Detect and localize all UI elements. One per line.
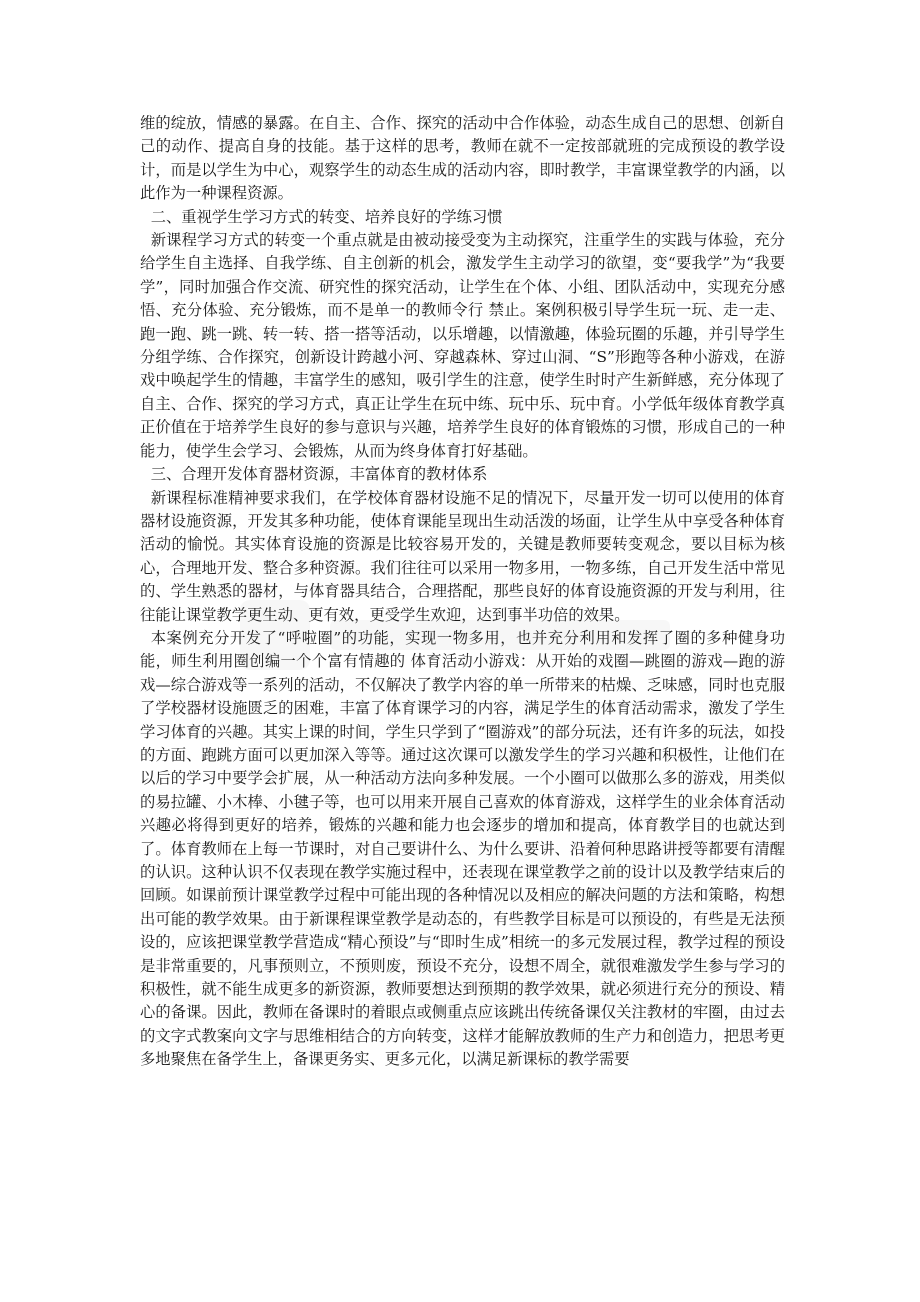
paragraph-equipment-resources: 新课程标准精神要求我们，在学校体育器材设施不足的情况下，尽量开发一切可以使用的体育器材设施资源，开发其多种功能，使体育课能呈现出生动活泼的场面，让学生从中享受各种体育活动的愉悦。其实体育设施的资源是比较容易开发的，关键是教师要转变观念，要以目标为核心，合理地开发、整合多种资源。我们往往可以采用一物多用，一物多练，自己开发生活中常见的、学生熟悉的器材，与体育器具结合，合理搭配，那些良好的体育设施资源的开发与利用，往往能让课堂教学更生动、更有效，更受学生欢迎，达到事半功倍的效果。 bbox=[140, 488, 785, 624]
section-heading-2: 二、重视学生学习方式的转变、培养良好的学练习惯 bbox=[150, 207, 503, 226]
paragraph-learning-methods: 新课程学习方式的转变一个重点就是由被动接受变为主动探究，注重学生的实践与体验，充分给学生自主选择、自我学练、自主创新的机会，激发学生主动学习的欲望，变“要我学”为“我要学”，同时加强合作交流、研究性的探究活动，让学生在个体、小组、团队活动中，实现充分感悟、充分体验、充分锻炼，而不是单一的教师令行 禁止。案例积极引导学生玩一玩、走一走、跑一跑、跳一跳、转一转、搭一搭等活动，以乐增趣，以情激趣，体验玩圈的乐趣，并引导学生分组学练、合作探究，创新设计跨越小河、穿越森林、穿过山洞、“S”形跑等各种小游戏，在游戏中唤起学生的情趣，丰富学生的感知，吸引学生的注意，使学生时时产生新鲜感，充分体现了自主、合作、探究的学习方式，真正让学生在玩中练、玩中乐、玩中育。小学低年级体育教学真正价值在于培养学生良好的参与意识与兴趣，培养学生良好的体育锻炼的习惯，形成自己的一种能力，使学生会学习、会锻炼，从而为终身体育打好基础。 bbox=[140, 231, 785, 460]
paragraph-continuation: 维的绽放，情感的暴露。在自主、合作、探究的活动中合作体验，动态生成自己的思想、创新自己的动作、提高自身的技能。基于这样的思考，教师在就不一定按部就班的完成预设的教学设计，而是以学生为中心，观察学生的动态生成的活动内容，即时教学，丰富课堂教学的内涵，以此作为一种课程资源。 bbox=[140, 114, 785, 203]
section-heading-3: 三、合理开发体育器材资源，丰富体育的教材体系 bbox=[150, 465, 488, 484]
paragraph-hula-hoop-case: 本案例充分开发了“呼啦圈”的功能，实现一物多用，也并充分利用和发挥了圈的多种健身功能，师生利用圈创编一个个富有情趣的 体育活动小游戏：从开始的戏圈—跳圈的游戏—跑的游戏—综合游戏等一系列的活动，不仅解决了教学内容的单一所带来的枯燥、乏味感，同时也克服了学校器材设施匮乏的困难，丰富了体育课学习的内容，满足学生的体育活动需求，激发了学生学习体育的兴趣。其实上课的时间，学生只学到了“圈游戏”的部分玩法，还有许多的玩法，如投的方面、跑跳方面可以更加深入等等。通过这次课可以激发学生的学习兴趣和积极性，让他们在以后的学习中要学会扩展，从一种活动方法向多种发展。一个小圈可以做那么多的游戏，用类似的易拉罐、小木棒、小毽子等，也可以用来开展自己喜欢的体育游戏，这样学生的业余体育活动兴趣必将得到更好的培养，锻炼的兴趣和能力也会逐步的增加和提高，体育教学目的也就达到了。体育教师在上每一节课时，对自己要讲什么、为什么要讲、沿着何种思路讲授等都要有清醒的认识。这种认识不仅表现在教学实施过程中，还表现在课堂教学之前的设计以及教学结束后的回顾。如课前预计课堂教学过程中可能出现的各种情况以及相应的解决问题的方法和策略，构想出可能的教学效果。由于新课程课堂教学是动态的，有些教学目标是可以预设的，有些是无法预设的，应该把课堂教学营造成“精心预设”与“即时生成”相统一的多元发展过程，教学过程的预设是非常重要的，凡事预则立，不预则废，预设不充分，设想不周全，就很难激发学生参与学习的积极性，就不能生成更多的新资源，教师要想达到预期的教学效果，就必须进行充分的预设、精心的备课。因此，教师在备课时的着眼点或侧重点应该跳出传统备课仅关注教材的牢圈，由过去的文字式教案向文字与思维相结合的方向转变，这样才能解放教师的生产力和创造力，把思考更多地聚焦在备学生上，备课更务实、更多元化，以满足新课标的教学需要 bbox=[140, 628, 785, 1069]
document-body bbox=[140, 112, 785, 1072]
